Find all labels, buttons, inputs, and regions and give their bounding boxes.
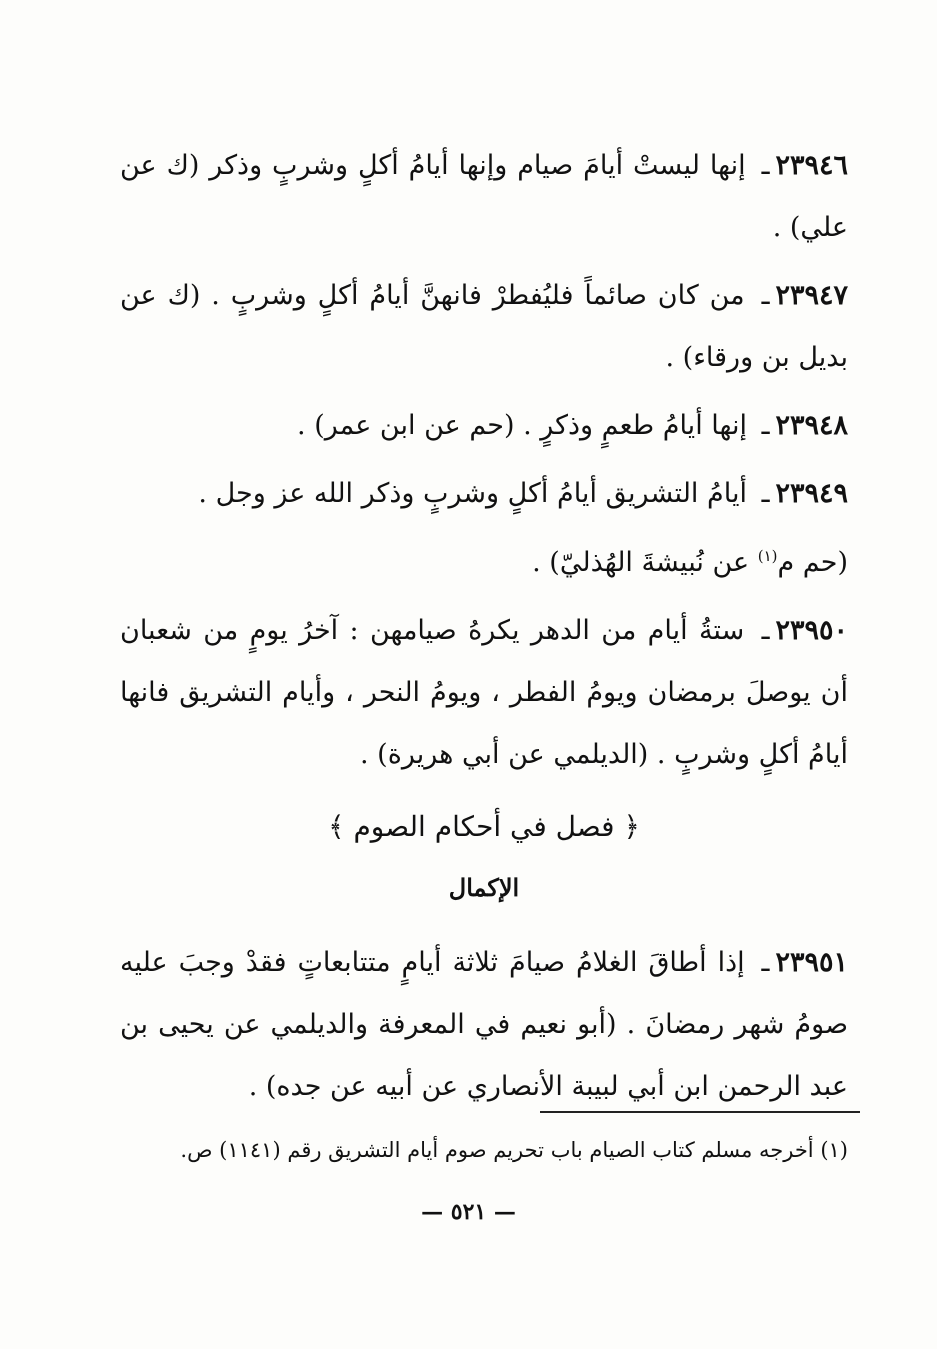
- hadith-entry: ٢٣٩٥٠ـ ستةُ أيام من الدهر يكرهُ صيامهن : آخرُ يومٍ من شعبان أن يوصلَ برمضان ويومُ الفطر ، ويومُ النحر ، وأيام التشريق فانها أيامُ أكلٍ وشربٍ . (الديلمي عن أبي هريرة) .: [120, 615, 848, 770]
- hadith-source: (حم م: [777, 547, 848, 578]
- section-subtitle: الإكمال: [448, 873, 520, 902]
- hadith-number: ٢٣٩٤٩: [775, 478, 848, 509]
- hadith-entry: ٢٣٩٥١ـ إذا أطاقَ الغلامُ صيامَ ثلاثة أيامٍ متتابعاتٍ فقدْ وجبَ عليه صومُ شهر رمضانَ . (أبو نعيم في المعرفة والديلمي عن يحيى بن عبد الرحمن ابن أبي لبيبة الأنصاري عن أبيه عن جده) .: [120, 947, 848, 1102]
- hadith-entry: ٢٣٩٤٦ـ إنها ليستْ أيامَ صيام وإنها أيامُ أكلٍ وشربٍ وذكر (ك عن علي) .: [120, 150, 848, 243]
- hadith-text: ستةُ أيام من الدهر يكرهُ صيامهن : آخرُ يومٍ من شعبان أن يوصلَ برمضان ويومُ الفطر ، ويومُ النحر ، وأيام التشريق فانها أيامُ أكلٍ وشربٍ . (الديلمي عن أبي هريرة) .: [120, 615, 848, 770]
- hadith-entry: ٢٣٩٤٩ـ أيامُ التشريق أيامُ أكلٍ وشربٍ وذكر الله عز وجل . (حم م$^{(١)}$ عن نُبيشةَ الهُذليّ) .: [198, 478, 848, 578]
- hadith-text: أيامُ التشريق أيامُ أكلٍ وشربٍ وذكر الله عز وجل .: [198, 478, 747, 509]
- section-title: ﴿ فصل في أحكام الصوم ﴾: [328, 810, 640, 843]
- hadith-text: إنها أيامُ طعمٍ وذكرٍ . (حم عن ابن عمر) .: [297, 410, 747, 441]
- hadith-source-end: عن نُبيشةَ الهُذليّ) .: [532, 547, 750, 578]
- hadith-text: إنها ليستْ أيامَ صيام وإنها أيامُ أكلٍ وشربٍ وذكر (ك عن علي) .: [120, 150, 848, 243]
- hadith-number: ٢٣٩٤٨: [775, 410, 848, 441]
- hadith-number: ٢٣٩٥١: [775, 947, 848, 978]
- footnote: (١) أخرجه مسلم كتاب الصيام باب تحريم صوم أيام التشريق رقم (١١٤١) ص.: [180, 1138, 848, 1162]
- hadith-number: ٢٣٩٥٠: [775, 615, 848, 646]
- hadith-entry: ٢٣٩٤٧ـ من كان صائماً فليُفطرْ فانهنَّ أيامُ أكلٍ وشربٍ . (ك عن بديل بن ورقاء) .: [120, 280, 848, 373]
- hadith-entry: ٢٣٩٤٨ـ إنها أيامُ طعمٍ وذكرٍ . (حم عن ابن عمر) .: [297, 410, 848, 441]
- footnote-divider: [540, 1111, 860, 1113]
- hadith-text: من كان صائماً فليُفطرْ فانهنَّ أيامُ أكلٍ وشربٍ . (ك عن بديل بن ورقاء) .: [120, 280, 848, 373]
- footnote-ref: (١): [757, 547, 778, 565]
- page-body: [120, 135, 848, 1124]
- hadith-number: ٢٣٩٤٧: [775, 280, 848, 311]
- hadith-text: إذا أطاقَ الغلامُ صيامَ ثلاثة أيامٍ متتابعاتٍ فقدْ وجبَ عليه صومُ شهر رمضانَ . (أبو نعيم في المعرفة والديلمي عن يحيى بن عبد الرحمن ابن أبي لبيبة الأنصاري عن أبيه عن جده) .: [120, 947, 848, 1102]
- hadith-number: ٢٣٩٤٦: [775, 150, 848, 181]
- page-number: — ٥٢١ —: [421, 1199, 516, 1225]
